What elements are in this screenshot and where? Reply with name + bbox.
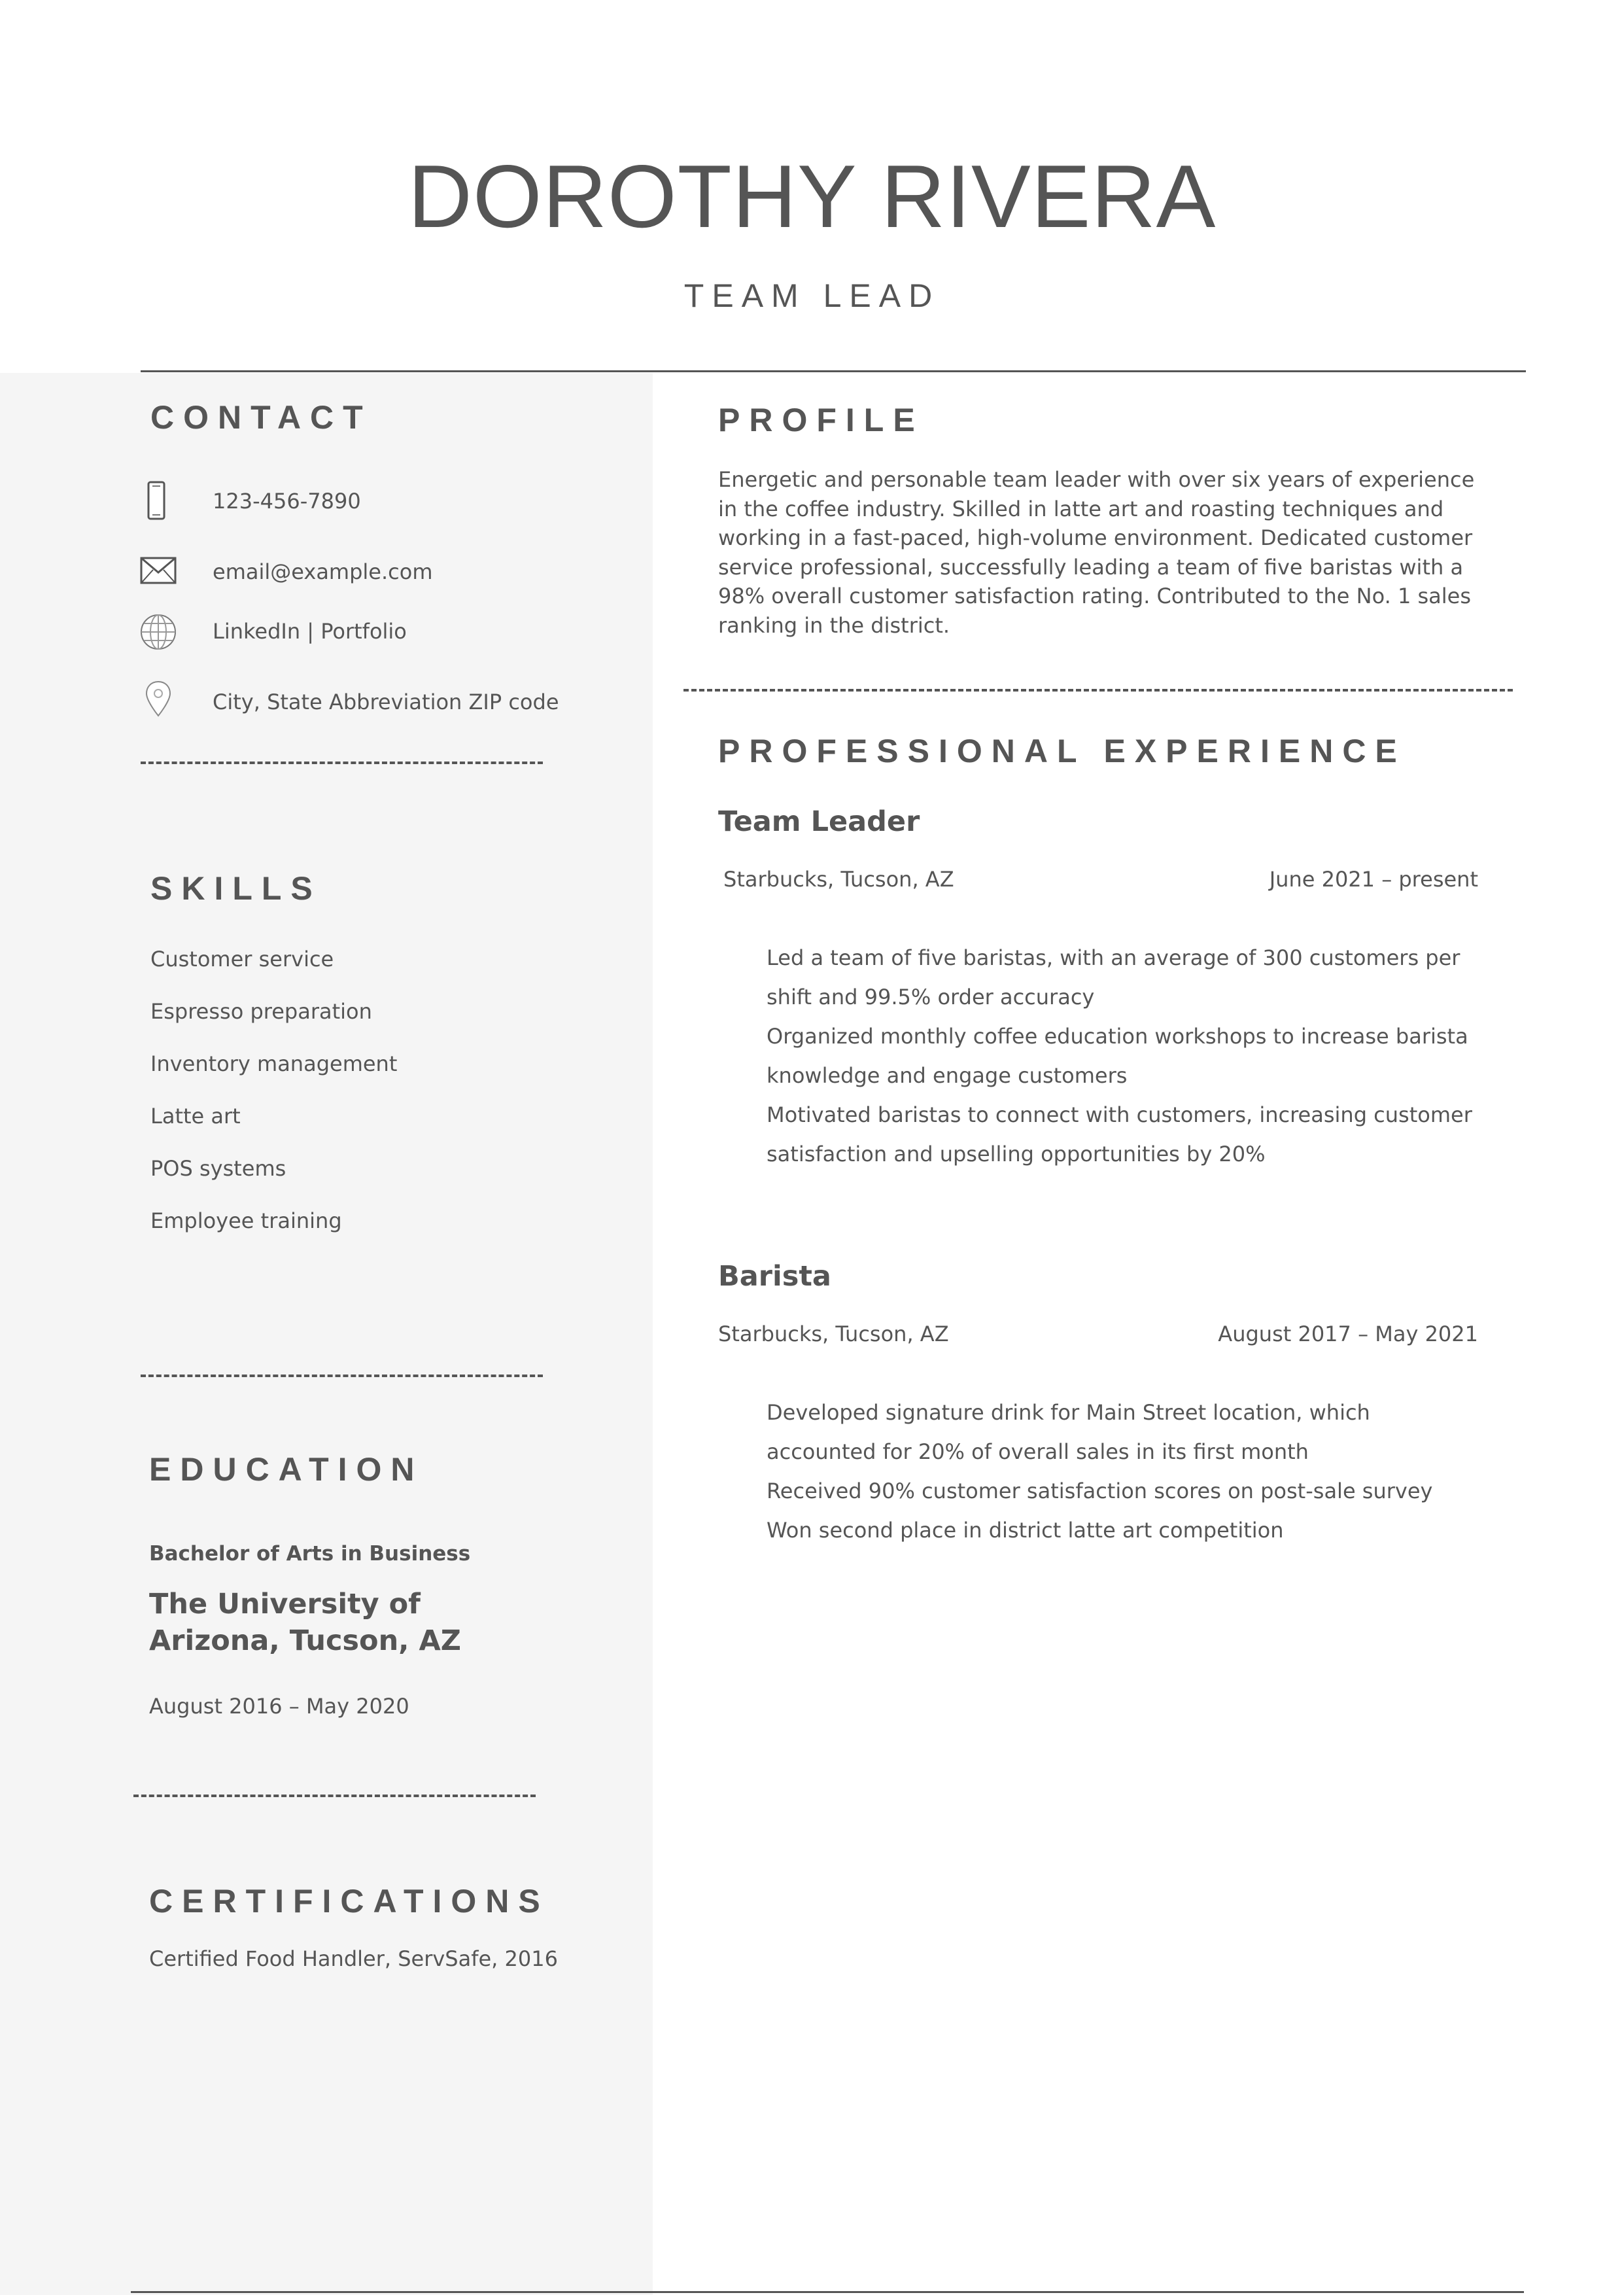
location-pin-icon bbox=[139, 679, 178, 718]
job-title: Team Leader bbox=[718, 805, 920, 838]
job-dates: August 2017 – May 2021 bbox=[1218, 1322, 1478, 1346]
contact-heading: CONTACT bbox=[150, 399, 372, 436]
contact-location: City, State Abbreviation ZIP code bbox=[213, 690, 559, 714]
job-bullet: Received 90% customer satisfaction scores on post-sale survey bbox=[767, 1479, 1433, 1503]
contact-phone[interactable]: 123-456-7890 bbox=[213, 489, 361, 514]
job-bullet: Organized monthly coffee education workshops to increase barista knowledge and engage customers bbox=[767, 1024, 1468, 1088]
contact-divider bbox=[141, 762, 543, 764]
skill-item: Espresso preparation bbox=[150, 999, 372, 1024]
contact-email[interactable]: email@example.com bbox=[213, 559, 433, 584]
phone-icon bbox=[139, 481, 178, 520]
job-title-subtitle: TEAM LEAD bbox=[683, 277, 941, 314]
education-school: The University of Arizona, Tucson, AZ bbox=[149, 1588, 461, 1657]
skill-item: Latte art bbox=[150, 1104, 241, 1129]
experience-heading: PROFESSIONAL EXPERIENCE bbox=[718, 733, 1406, 769]
job-company: Starbucks, Tucson, AZ bbox=[718, 1322, 949, 1346]
profile-divider bbox=[683, 689, 1513, 692]
job-title: Barista bbox=[718, 1260, 831, 1293]
mail-icon bbox=[139, 552, 178, 591]
skills-divider bbox=[141, 1375, 543, 1377]
profile-heading: PROFILE bbox=[718, 402, 924, 438]
footer-divider bbox=[131, 2291, 1524, 2293]
education-degree: Bachelor of Arts in Business bbox=[149, 1542, 471, 1566]
job-company: Starbucks, Tucson, AZ bbox=[723, 867, 954, 892]
job-bullets bbox=[767, 938, 1473, 1174]
globe-icon bbox=[139, 612, 178, 652]
job-bullet: Motivated baristas to connect with customers, increasing customer satisfaction and upselling opportunities by 20% bbox=[767, 1102, 1472, 1166]
job-bullets bbox=[767, 1393, 1473, 1550]
sidebar-background bbox=[0, 373, 653, 2295]
education-dates: August 2016 – May 2020 bbox=[149, 1694, 409, 1719]
skill-item: Inventory management bbox=[150, 1051, 398, 1076]
education-divider bbox=[133, 1795, 536, 1797]
skill-item: Customer service bbox=[150, 947, 334, 972]
job-bullet: Led a team of five baristas, with an average of 300 customers per shift and 99.5% order accuracy bbox=[767, 945, 1460, 1009]
job-bullet: Developed signature drink for Main Street location, which accounted for 20% of overall sales in its first month bbox=[767, 1400, 1370, 1464]
contact-links[interactable]: LinkedIn | Portfolio bbox=[213, 619, 407, 644]
skill-item: Employee training bbox=[150, 1208, 342, 1233]
education-heading: EDUCATION bbox=[149, 1451, 424, 1488]
skill-item: POS systems bbox=[150, 1156, 286, 1181]
job-dates: June 2021 – present bbox=[1269, 867, 1478, 892]
skills-heading: SKILLS bbox=[150, 870, 322, 907]
header-divider bbox=[141, 370, 1526, 372]
certification-item: Certified Food Handler, ServSafe, 2016 bbox=[149, 1946, 558, 1971]
job-bullet: Won second place in district latte art competition bbox=[767, 1518, 1284, 1543]
profile-summary: Energetic and personable team leader with over six years of experience in the coffee industry. Skilled in latte art and roasting techniques and working in a fast-paced, high-volume environment. Dedicated customer service professional, successfully leading a team of five baristas with a 98% overall customer satisfaction rating. Contributed to the No. 1 sales ranking in the district. bbox=[718, 467, 1475, 638]
certifications-heading: CERTIFICATIONS bbox=[149, 1883, 549, 1919]
candidate-name: DOROTHY RIVERA bbox=[407, 147, 1217, 246]
